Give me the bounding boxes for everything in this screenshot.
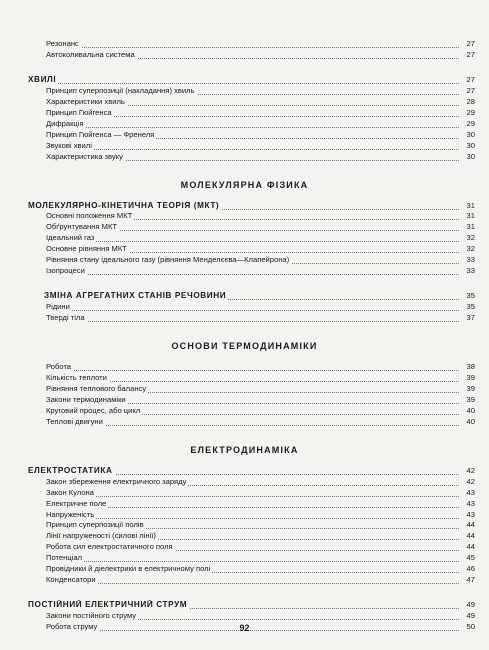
dot-leader: [28, 117, 459, 128]
page-ref: 33: [466, 255, 475, 265]
page-ref: 27: [466, 74, 475, 84]
page-ref: 27: [466, 49, 475, 59]
entry-title: Характеристика звуку: [28, 152, 125, 162]
page-ref: 30: [466, 129, 475, 139]
entry-title: Ідеальний газ: [28, 233, 96, 243]
entry-title: Рідини: [28, 302, 72, 312]
page-ref: 47: [466, 575, 475, 585]
dot-leader: [28, 300, 459, 311]
page-ref: 43: [466, 487, 475, 497]
entry-title: Лінії напруженості (силові лінії): [28, 531, 158, 541]
toc-entry[interactable]: [28, 575, 475, 585]
page-ref: 44: [466, 531, 475, 541]
entry-title: Дифракція: [28, 119, 86, 129]
entry-title: Рівняння теплового балансу: [28, 384, 148, 394]
page-ref: 29: [466, 118, 475, 128]
page-ref: 31: [466, 222, 475, 232]
toc-entry[interactable]: [28, 152, 475, 162]
toc-entry[interactable]: [28, 266, 475, 276]
entry-title: Принцип суперпозиції (накладання) хвиль: [28, 86, 197, 96]
entry-title: Провідники й діелектрики в електричному полі: [28, 564, 212, 574]
page-ref: 29: [466, 107, 475, 117]
entry-title: Електричне поле: [28, 499, 108, 509]
page-ref: 49: [466, 611, 475, 621]
toc-entry[interactable]: [28, 417, 475, 427]
page-ref: 35: [466, 291, 475, 301]
entry-title: Робота струму: [28, 622, 99, 632]
entry-title: Принцип суперпозиції полів: [28, 520, 146, 530]
dot-leader: [28, 264, 459, 275]
section-title: ХВИЛІ: [28, 74, 57, 84]
dot-leader: [28, 73, 459, 84]
entry-title: Закони термодинаміки: [28, 395, 128, 405]
page-ref: 43: [466, 509, 475, 519]
entry-title: Основне рівняння МКТ: [28, 244, 129, 254]
entry-title: Основні положення МКТ: [28, 211, 134, 221]
entry-title: Потенціал: [28, 553, 84, 563]
page-ref: 40: [466, 405, 475, 415]
page-ref: 44: [466, 520, 475, 530]
entry-title: Закон Кулона: [28, 488, 96, 498]
entry-title: Резонанс: [28, 39, 81, 49]
entry-title: Принцип Гюйгенса: [28, 108, 114, 118]
entry-title: Робота сил електростатичного поля: [28, 542, 175, 552]
entry-title: Теплові двигуни: [28, 417, 105, 427]
entry-title: Ізопроцеси: [28, 266, 87, 276]
page-ref: 28: [466, 96, 475, 106]
dot-leader: [28, 37, 459, 48]
page-ref: 40: [466, 416, 475, 426]
dot-leader: [28, 551, 459, 562]
toc-entry[interactable]: [28, 313, 475, 323]
section-title: МОЛЕКУЛЯРНО-КІНЕТИЧНА ТЕОРІЯ (МКТ): [28, 200, 220, 210]
entry-title: Закони постійного струму: [28, 611, 138, 621]
page-ref: 31: [466, 200, 475, 210]
page-ref: 32: [466, 233, 475, 243]
page-ref: 30: [466, 140, 475, 150]
section-title: ЗМІНА АГРЕГАТНИХ СТАНІВ РЕЧОВИНИ: [28, 291, 228, 301]
page-ref: 32: [466, 244, 475, 254]
page-ref: 42: [466, 476, 475, 486]
page-ref: 46: [466, 564, 475, 574]
page-ref: 35: [466, 302, 475, 312]
page-ref: 49: [466, 600, 475, 610]
page-ref: 39: [466, 394, 475, 404]
entry-title: Обґрунтування МКТ: [28, 222, 119, 232]
entry-title: Конденсатори: [28, 575, 98, 585]
entry-title: Тверді тіла: [28, 313, 87, 323]
page-ref: 45: [466, 553, 475, 563]
entry-title: Характеристики хвиль: [28, 97, 127, 107]
entry-title: Круговий процес, або цикл: [28, 406, 142, 416]
entry-title: Кількість теплоти: [28, 373, 109, 383]
page-ref: 27: [466, 39, 475, 48]
section-title: ЕЛЕКТРОСТАТИКА: [28, 465, 113, 475]
page-ref: 27: [466, 85, 475, 95]
section-title: ПОСТІЙНИЙ ЕЛЕКТРИЧНИЙ СТРУМ: [28, 600, 188, 610]
entry-title: Рівняння стану ідеального газу (рівняння Менделєєва—Клапейрона): [28, 255, 291, 265]
page-ref: 44: [466, 542, 475, 552]
entry-title: Напруженість: [28, 510, 96, 520]
page-ref: 38: [466, 362, 475, 371]
page-ref: 39: [466, 372, 475, 382]
page-ref: 42: [466, 465, 475, 475]
page-ref: 37: [466, 313, 475, 323]
page-ref: 33: [466, 266, 475, 276]
entry-title: Принцип Гюйгенса — Френеля: [28, 130, 156, 140]
part-title: ОСНОВИ ТЕРМОДИНАМІКИ: [171, 341, 318, 351]
page-number: 92: [239, 623, 250, 633]
page-ref: 43: [466, 498, 475, 508]
dot-leader: [28, 360, 459, 371]
entry-title: Звукові хвилі: [28, 141, 94, 151]
page-ref: 30: [466, 151, 475, 161]
toc-entry[interactable]: [28, 50, 475, 60]
page-ref: 39: [466, 383, 475, 393]
page-ref: 31: [466, 211, 475, 221]
entry-title: Автоколивальна система: [28, 50, 137, 60]
part-title: ЕЛЕКТРОДИНАМІКА: [190, 444, 299, 455]
dot-leader: [28, 311, 459, 322]
part-title: МОЛЕКУЛЯРНА ФІЗИКА: [180, 179, 309, 190]
page-ref: 50: [466, 622, 475, 632]
entry-title: Робота: [28, 362, 73, 372]
entry-title: Закон збереження електричного заряду: [28, 477, 188, 487]
